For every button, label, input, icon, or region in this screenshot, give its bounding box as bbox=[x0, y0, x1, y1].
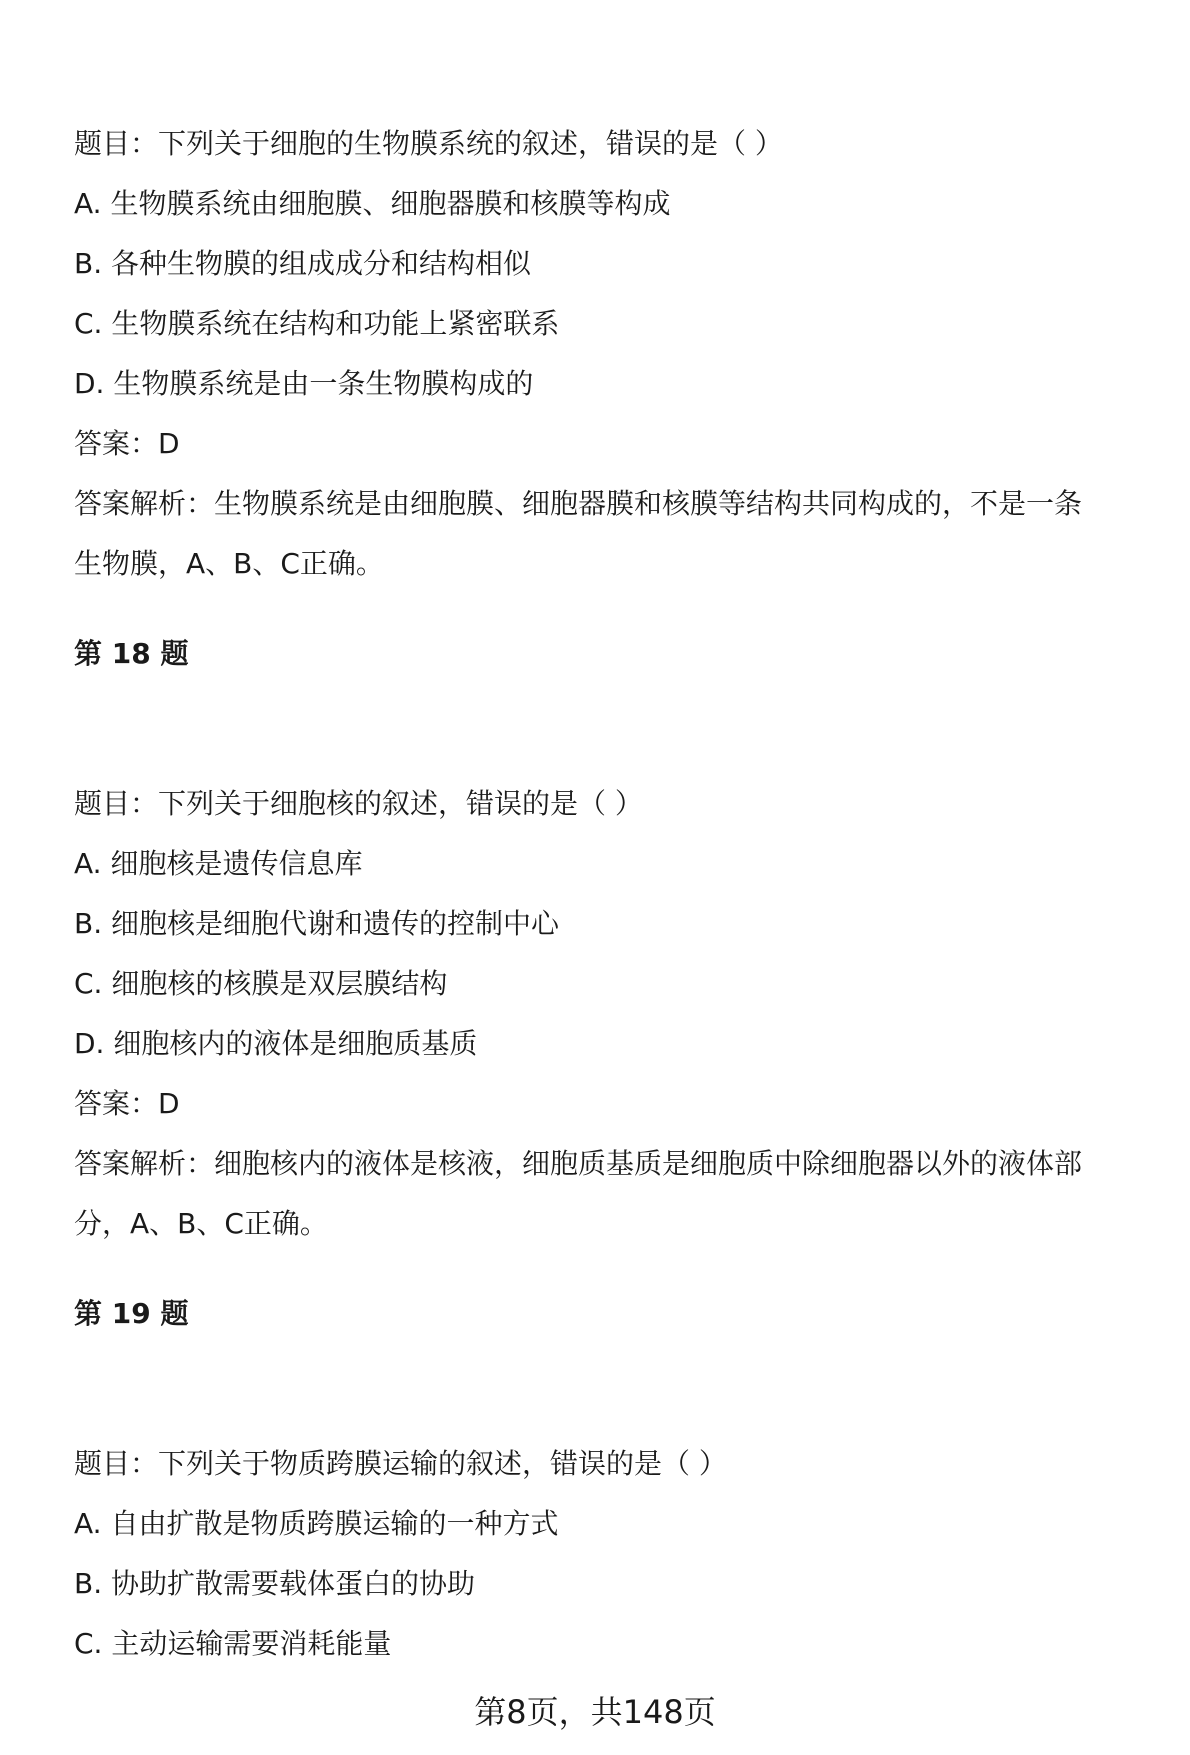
question-18-heading: 第 18 题 bbox=[74, 637, 189, 670]
question-17-option-d: D. 生物膜系统是由一条生物膜构成的 bbox=[74, 367, 534, 400]
question-17-option-b: B. 各种生物膜的组成成分和结构相似 bbox=[74, 247, 532, 280]
question-19-option-c: C. 主动运输需要消耗能量 bbox=[74, 1627, 392, 1660]
question-18-analysis-line-1: 答案解析：细胞核内的液体是核液，细胞质基质是细胞质中除细胞器以外的液体部 bbox=[74, 1147, 1083, 1180]
question-18-option-c: C. 细胞核的核膜是双层膜结构 bbox=[74, 967, 448, 1000]
question-18-answer: 答案：D bbox=[74, 1087, 180, 1120]
question-18-stem: 题目：下列关于细胞核的叙述，错误的是（ ） bbox=[74, 787, 643, 820]
question-19-stem: 题目：下列关于物质跨膜运输的叙述，错误的是（ ） bbox=[74, 1447, 727, 1480]
question-17-option-c: C. 生物膜系统在结构和功能上紧密联系 bbox=[74, 307, 560, 340]
question-17-stem: 题目：下列关于细胞的生物膜系统的叙述，错误的是（ ） bbox=[74, 127, 783, 160]
question-17-option-a: A. 生物膜系统由细胞膜、细胞器膜和核膜等构成 bbox=[74, 187, 671, 220]
question-19-option-b: B. 协助扩散需要载体蛋白的协助 bbox=[74, 1567, 476, 1600]
page-number-footer: 第8页，共148页 bbox=[474, 1693, 716, 1731]
question-18-option-a: A. 细胞核是遗传信息库 bbox=[74, 847, 363, 880]
question-19-heading: 第 19 题 bbox=[74, 1297, 189, 1330]
question-17-answer: 答案：D bbox=[74, 427, 180, 460]
question-18-analysis-line-2: 分，A、B、C正确。 bbox=[74, 1207, 328, 1240]
question-17-analysis-line-1: 答案解析：生物膜系统是由细胞膜、细胞器膜和核膜等结构共同构成的，不是一条 bbox=[74, 487, 1083, 520]
question-19-option-a: A. 自由扩散是物质跨膜运输的一种方式 bbox=[74, 1507, 559, 1540]
question-18-option-d: D. 细胞核内的液体是细胞质基质 bbox=[74, 1027, 478, 1060]
question-18-option-b: B. 细胞核是细胞代谢和遗传的控制中心 bbox=[74, 907, 560, 940]
question-17-analysis-line-2: 生物膜，A、B、C正确。 bbox=[74, 547, 384, 580]
